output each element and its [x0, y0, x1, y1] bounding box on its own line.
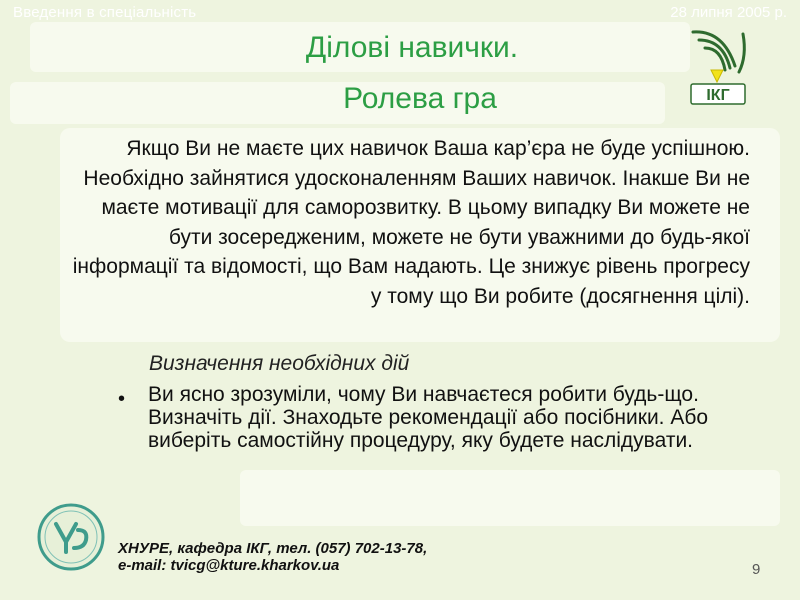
- slide-subtitle: Ролева гра: [343, 82, 497, 115]
- section-heading: Визначення необхідних дій: [149, 352, 410, 375]
- page-number: 9: [752, 561, 761, 578]
- footer-email: e-mail: tvicg@kture.kharkov.ua: [118, 557, 340, 574]
- course-title: Введення в спеціальність: [13, 4, 197, 21]
- bullet-icon: •: [118, 388, 126, 410]
- slide-date: 28 липня 2005 р.: [670, 4, 787, 21]
- ikg-logo: [683, 26, 753, 110]
- university-logo: [36, 502, 106, 572]
- slide-title: Ділові навички.: [305, 31, 519, 64]
- background-band: [240, 470, 780, 526]
- bullet-item: Ви ясно зрозуміли, чому Ви навчаєтеся робити будь-що. Визначіть дії. Знаходьте рекомендації або посібники. Або виберіть самостійну процедуру, яку будете наслідувати.: [148, 383, 709, 452]
- ikg-logo-label: ІКГ: [706, 87, 730, 104]
- footer-contact: ХНУРЕ, кафедра ІКГ, тел. (057) 702-13-78,: [118, 540, 428, 557]
- triangle-icon: [711, 70, 723, 82]
- body-paragraph: Якщо Ви не маєте цих навичок Ваша кар’єра не буде успішною. Необхідно зайнятися удосконаленням Ваших навичок. Інакше Ви не маєте мотивації для саморозвитку. В цьому випадку Ви можете не бути зосередженим, можете не бути уважними до будь-якої інформації та відомості, що Вам надають. Це знижує рівень прогресу у тому що Ви робите (досягнення цілі).: [72, 137, 750, 308]
